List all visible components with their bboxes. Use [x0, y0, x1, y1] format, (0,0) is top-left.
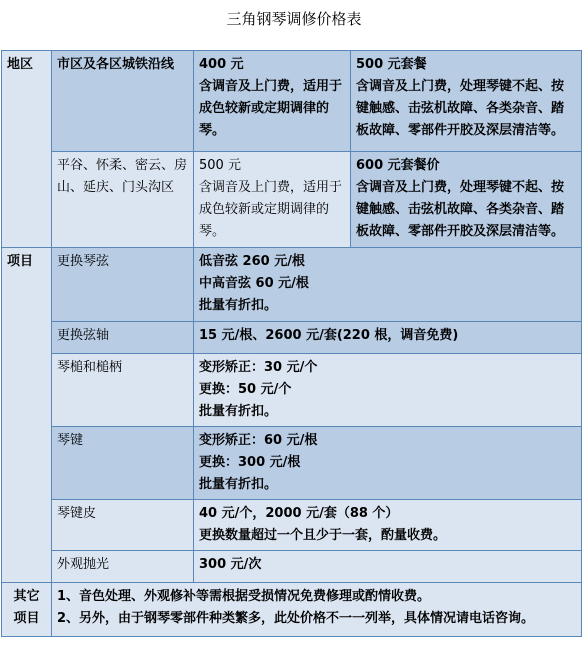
- item-name-cell: [52, 354, 194, 427]
- region-name: 平谷、怀柔、密云、房山、延庆、门头沟区: [57, 158, 188, 195]
- price-table: [1, 50, 582, 637]
- region-header-cell: [2, 51, 52, 248]
- item-row: [2, 427, 582, 500]
- item-detail-cell: [194, 354, 582, 427]
- other-row: [2, 583, 582, 637]
- basic-desc: 含调音及上门费，适用于成色较新或定期调律的琴。: [199, 79, 343, 138]
- item-detail-line: 更换数量超过一个且少于一套，酌量收费。: [199, 528, 447, 543]
- item-name: 琴键皮: [57, 506, 97, 521]
- item-detail-line: 更换：50 元/个: [199, 382, 292, 397]
- basic-desc: 含调音及上门费，适用于成色较新或定期调律的琴。: [199, 180, 343, 239]
- item-detail-line: 低音弦 260 元/根: [199, 254, 305, 269]
- item-name: 更换琴弦: [57, 254, 110, 269]
- basic-price-cell: [194, 152, 351, 248]
- region-name-cell: [52, 152, 194, 248]
- other-notes-cell: [52, 583, 582, 637]
- item-detail-line: 15 元/根、2600 元/套(220 根，调音免费): [199, 328, 459, 343]
- package-price: 600 元套餐价: [356, 158, 440, 173]
- item-detail-line: 变形矫正：30 元/个: [199, 360, 318, 375]
- other-label: 其它: [13, 589, 40, 604]
- package-price-cell: [351, 152, 582, 248]
- other-label: 项目: [13, 611, 40, 626]
- basic-price: 500 元: [199, 158, 241, 173]
- item-name-cell: [52, 248, 194, 322]
- item-detail-cell: [194, 248, 582, 322]
- item-detail-line: 中高音弦 60 元/根: [199, 276, 309, 291]
- page-title: 三角钢琴调修价格表: [226, 10, 362, 28]
- package-price: 500 元套餐: [356, 57, 427, 72]
- item-detail-line: 批量有折扣。: [199, 477, 278, 492]
- basic-price-cell: [194, 51, 351, 152]
- item-row: [2, 248, 582, 322]
- item-name: 琴槌和槌柄: [57, 360, 123, 375]
- item-detail-cell: [194, 500, 582, 551]
- item-name: 琴键: [57, 433, 84, 448]
- items-label: 项目: [7, 254, 34, 269]
- package-price-cell: [351, 51, 582, 152]
- item-row: [2, 322, 582, 354]
- region-row: [2, 51, 582, 152]
- item-name-cell: [52, 427, 194, 500]
- item-detail-line: 更换：300 元/根: [199, 455, 301, 470]
- item-detail-cell: [194, 322, 582, 354]
- items-header-cell: [2, 248, 52, 583]
- other-note: 2、另外，由于钢琴零部件种类繁多，此处价格不一一列举，具体情况请电话咨询。: [57, 611, 535, 626]
- item-name: 更换弦轴: [57, 328, 110, 343]
- item-detail-line: 批量有折扣。: [199, 298, 278, 313]
- item-detail-line: 40 元/个，2000 元/套（88 个）: [199, 506, 399, 521]
- item-detail-line: 变形矫正：60 元/根: [199, 433, 318, 448]
- item-detail-line: 批量有折扣。: [199, 404, 278, 419]
- package-desc: 含调音及上门费，处理琴键不起、按键触感、击弦机故障、各类杂音、踏板故障、零部件开胶及深层清洁等。: [356, 79, 565, 138]
- item-detail-cell: [194, 427, 582, 500]
- other-note: 1、音色处理、外观修补等需根据受损情况免费修理或酌情收费。: [57, 589, 431, 604]
- other-header-cell: [2, 583, 52, 637]
- package-desc: 含调音及上门费，处理琴键不起、按键触感、击弦机故障、各类杂音、踏板故障、零部件开胶及深层清洁等。: [356, 180, 565, 239]
- item-name-cell: [52, 322, 194, 354]
- item-name: 外观抛光: [57, 557, 110, 572]
- item-row: [2, 551, 582, 583]
- region-label: 地区: [7, 57, 34, 72]
- region-name: 市区及各区城铁沿线: [57, 57, 175, 72]
- basic-price: 400 元: [199, 57, 244, 72]
- item-row: [2, 354, 582, 427]
- item-detail-cell: [194, 551, 582, 583]
- region-name-cell: [52, 51, 194, 152]
- item-detail-line: 300 元/次: [199, 557, 262, 572]
- item-name-cell: [52, 551, 194, 583]
- item-row: [2, 500, 582, 551]
- item-name-cell: [52, 500, 194, 551]
- region-row: [2, 152, 582, 248]
